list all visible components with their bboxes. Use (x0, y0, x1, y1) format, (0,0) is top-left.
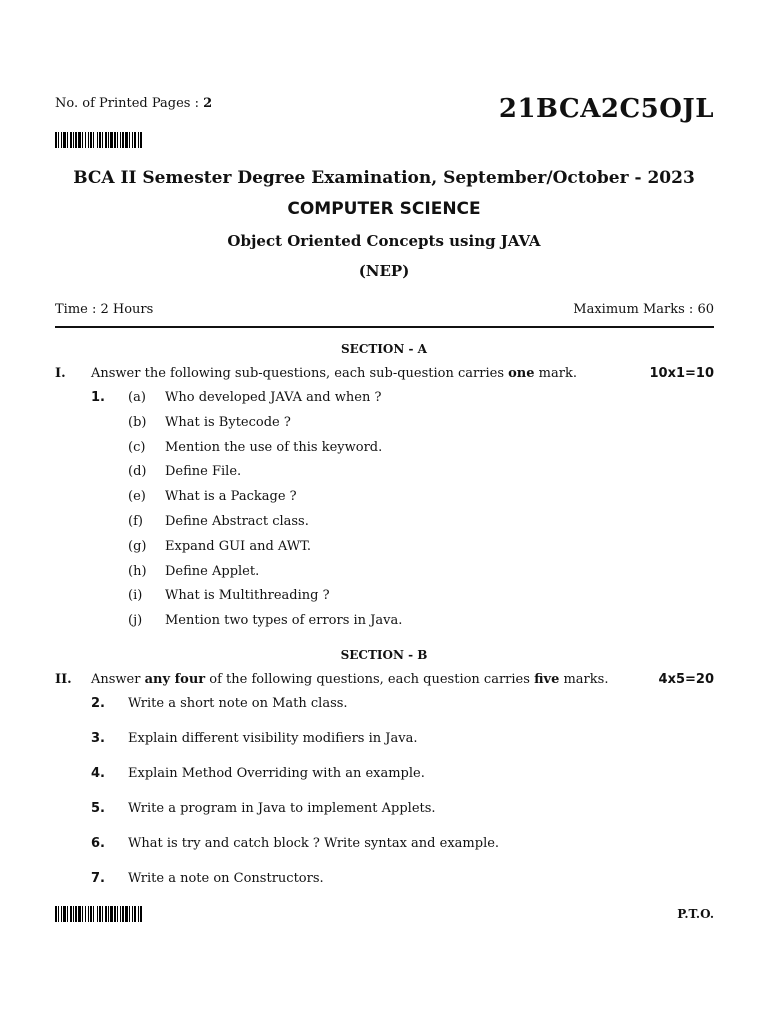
section-b-roman: II. (55, 672, 72, 687)
instruction-text-end: mark. (534, 366, 577, 381)
sub-question-text: Mention the use of this keyword. (165, 440, 383, 455)
exam-title: BCA II Semester Degree Examination, September/October - 2023 (73, 168, 695, 188)
question-number: 6. (91, 836, 105, 851)
section-a-heading: SECTION - A (341, 342, 427, 356)
max-marks-label: Maximum Marks : 60 (573, 302, 714, 317)
sub-question-label: (a) (128, 390, 146, 405)
time-label: Time : 2 Hours (55, 302, 154, 317)
paper-title: Object Oriented Concepts using JAVA (227, 232, 541, 250)
paper-code: 21BCA2C5OJL (498, 94, 714, 124)
section-b-instruction (91, 672, 608, 687)
sub-question-label: (f) (128, 514, 143, 529)
subject-title: COMPUTER SCIENCE (287, 199, 481, 219)
question-number: 5. (91, 801, 105, 816)
sub-question-text: What is a Package ? (165, 489, 297, 504)
section-b-heading: SECTION - B (340, 648, 428, 662)
question-text: Write a program in Java to implement Applets. (128, 801, 436, 816)
scheme-label: (NEP) (358, 262, 410, 280)
sub-question-text: Expand GUI and AWT. (165, 539, 312, 554)
question-number: 7. (91, 871, 105, 886)
sub-question-label: (j) (128, 613, 143, 628)
sub-question-label: (h) (128, 564, 147, 579)
section-a-marks: 10x1=10 (649, 366, 714, 381)
printed-pages-line (55, 96, 212, 111)
instruction-text: Answer the following sub-questions, each sub-question carries (91, 366, 509, 381)
instruction-text: Answer (91, 672, 145, 687)
sub-question-label: (c) (128, 440, 146, 455)
question-number: 2. (91, 696, 105, 711)
sub-question-text: Mention two types of errors in Java. (165, 613, 403, 628)
sub-question-label: (e) (128, 489, 146, 504)
sub-question-label: (d) (128, 464, 147, 479)
instruction-emphasis: any four (144, 672, 206, 687)
section-b-marks: 4x5=20 (658, 672, 714, 687)
instruction-emphasis: five (534, 672, 560, 687)
question-1-number: 1. (91, 390, 105, 405)
instruction-text-mid: of the following questions, each question carries (205, 672, 535, 687)
sub-question-text: Define Applet. (165, 564, 260, 579)
header-divider (55, 326, 714, 328)
barcode-bar (142, 132, 143, 148)
instruction-emphasis: one (508, 366, 535, 381)
section-a-roman: I. (55, 366, 66, 381)
sub-question-text: What is Bytecode ? (165, 415, 291, 430)
question-text: Write a note on Constructors. (128, 871, 324, 886)
sub-question-label: (g) (128, 539, 147, 554)
sub-question-label: (b) (128, 415, 147, 430)
question-text: Explain different visibility modifiers in Java. (128, 731, 418, 746)
question-text: Write a short note on Math class. (128, 696, 348, 711)
sub-question-text: Define File. (165, 464, 242, 479)
question-text: What is try and catch block ? Write syntax and example. (128, 836, 500, 851)
pto-label: P.T.O. (677, 907, 714, 921)
instruction-text-end: marks. (559, 672, 609, 687)
sub-question-text: Define Abstract class. (165, 514, 309, 529)
barcode-top (55, 132, 231, 148)
question-number: 3. (91, 731, 105, 746)
printed-pages-value: 2 (203, 96, 213, 111)
printed-pages-label: No. of Printed Pages : (55, 96, 199, 111)
barcode-bar (142, 906, 143, 922)
sub-question-text: What is Multithreading ? (165, 588, 330, 603)
sub-question-label: (i) (128, 588, 143, 603)
sub-question-text: Who developed JAVA and when ? (165, 390, 382, 405)
barcode-bottom (55, 906, 231, 922)
section-a-instruction (91, 366, 577, 381)
question-text: Explain Method Overriding with an example. (128, 766, 425, 781)
question-number: 4. (91, 766, 105, 781)
